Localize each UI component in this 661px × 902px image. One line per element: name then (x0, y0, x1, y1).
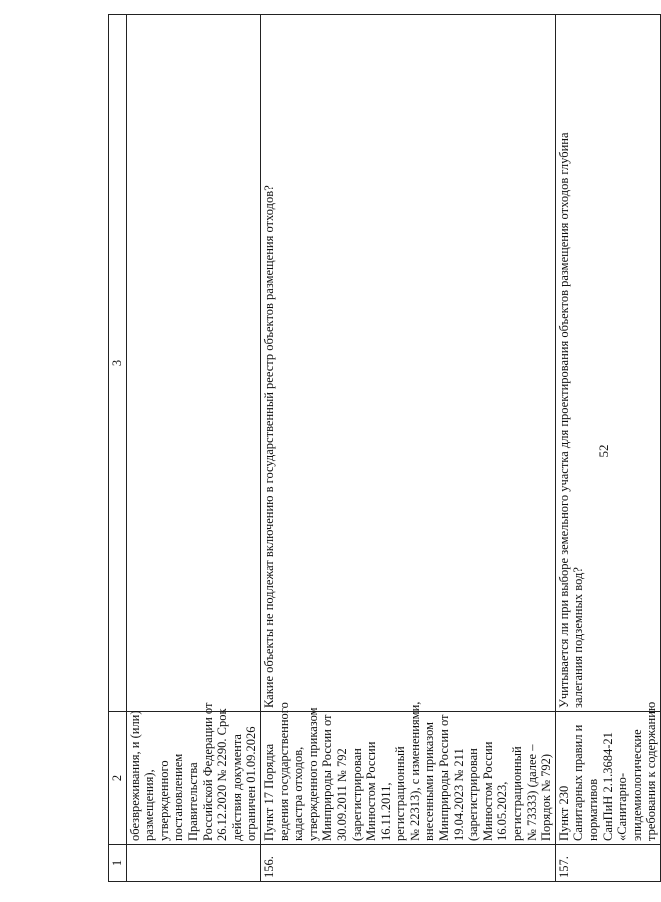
text-line: «Санитарно- (615, 772, 630, 841)
table-row (126, 15, 260, 882)
row-number: 157. (555, 845, 660, 882)
page-number: 52 (596, 444, 611, 458)
text-line: регистрационный (510, 746, 525, 841)
legal-basis-cell (260, 701, 555, 845)
text-line: Учитывается ли при выборе земельного участка для проектирования объектов размещения отходов глубина (556, 132, 571, 708)
text-line: ограничен 01.09.2026 (244, 726, 259, 841)
text-line: требования к содержанию (644, 701, 659, 841)
text-line: действия документа (229, 734, 244, 841)
text-line: № 73333) (далее – (524, 744, 539, 841)
header-col-1: 1 (109, 845, 127, 882)
question-cell: Какие объекты не подлежат включению в государственный реестр объектов размещения отходов? (260, 15, 555, 712)
text-line: 16.11.2011, (378, 782, 393, 841)
text-line: размещения), (142, 769, 157, 841)
header-col-2: 2 (109, 712, 127, 845)
regulation-table (108, 14, 661, 882)
text-line: Минюстом России (364, 741, 379, 841)
legal-basis-cell (555, 701, 660, 845)
legal-basis-cell (126, 702, 260, 845)
text-line: 19.04.2023 № 211 (451, 748, 466, 841)
text-line: Минприроды России от (320, 714, 335, 841)
text-line: залегания подземных вод? (571, 567, 586, 708)
header-col-3: 3 (109, 15, 127, 712)
row-number: 156. (260, 845, 555, 882)
text-line: 16.05.2023, (495, 781, 510, 841)
text-line: СанПиН 2.1.3684-21 (600, 732, 615, 841)
text-line: ведения государственного (276, 702, 291, 841)
question-cell (555, 15, 660, 712)
text-line: Правительства (185, 762, 200, 841)
table-row (260, 15, 555, 882)
text-line: Порядок № 792) (539, 753, 554, 841)
text-line: постановлением (171, 753, 186, 841)
text-line: Санитарных правил и (571, 724, 586, 841)
table-row (555, 15, 660, 882)
text-line: № 22313), с изменениями, (407, 701, 422, 841)
text-line: Минприроды России от (437, 714, 452, 841)
text-line: внесенными приказом (422, 721, 437, 841)
text-line: обезвреживания, и (или) (127, 710, 142, 841)
row-number (126, 845, 260, 882)
text-line: нормативов (586, 778, 600, 841)
text-line: 26.12.2020 № 2290. Срок (215, 708, 230, 841)
text-line: утвержденного (156, 760, 171, 841)
text-line: утвержденного приказом (305, 707, 320, 841)
text-line: Минюстом России (480, 741, 495, 841)
text-line: Пункт 230 (556, 785, 571, 841)
table-header-row (109, 15, 127, 882)
text-line: Пункт 17 Порядка (261, 743, 276, 841)
text-line: (зарегистрирован (466, 748, 481, 841)
text-line: 30.09.2011 № 792 (334, 748, 349, 841)
text-line: Российской Федерации от (200, 702, 215, 841)
text-line: кадастра отходов, (291, 746, 306, 841)
text-line: регистрационный (393, 746, 408, 841)
text-line: эпидемиологические (629, 729, 644, 841)
question-cell (126, 15, 260, 712)
text-line: (зарегистрирован (349, 748, 364, 841)
